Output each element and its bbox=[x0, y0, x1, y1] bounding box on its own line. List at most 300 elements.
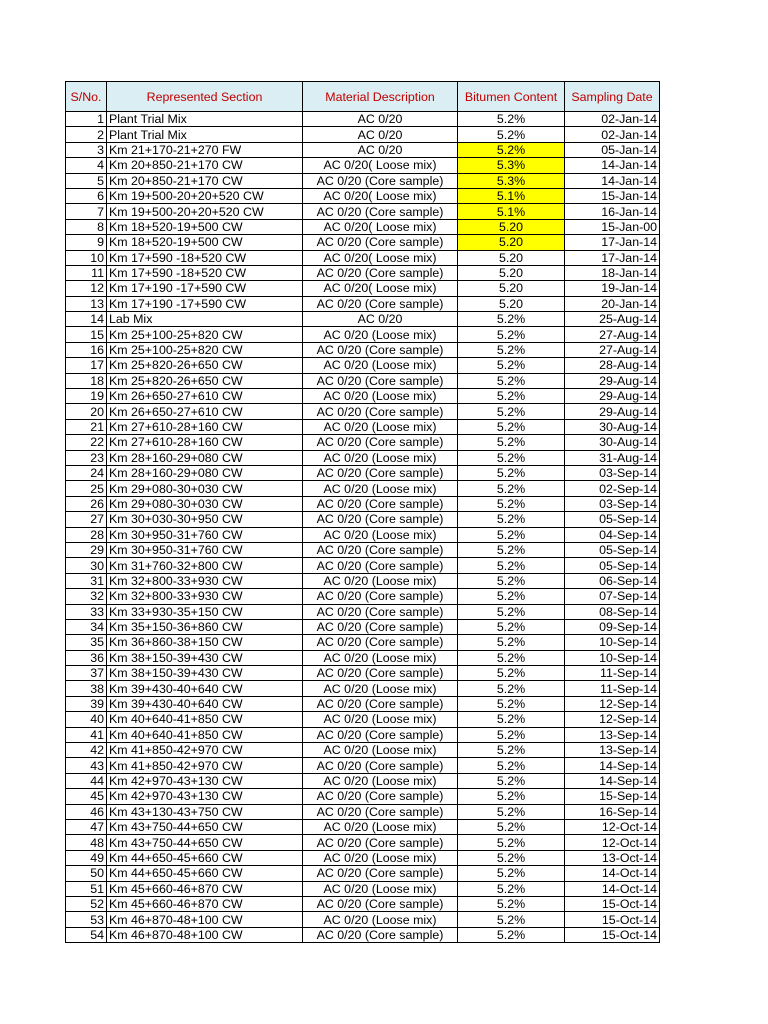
table-row bbox=[66, 465, 660, 480]
cell-represented-section: Km 20+850-21+170 CW bbox=[107, 173, 303, 188]
cell-bitumen-content: 5.2% bbox=[458, 481, 565, 496]
table-row bbox=[66, 188, 660, 203]
cell-sampling-date: 27-Aug-14 bbox=[565, 342, 660, 357]
cell-bitumen-content: 5.20 bbox=[458, 265, 565, 280]
table-row bbox=[66, 866, 660, 881]
cell-material-description: AC 0/20 (Loose mix) bbox=[303, 573, 458, 588]
cell-sampling-date: 13-Sep-14 bbox=[565, 727, 660, 742]
cell-sn: 22 bbox=[66, 435, 107, 450]
cell-sn: 19 bbox=[66, 389, 107, 404]
cell-sn: 3 bbox=[66, 142, 107, 157]
cell-represented-section: Km 45+660-46+870 CW bbox=[107, 896, 303, 911]
cell-material-description: AC 0/20 (Loose mix) bbox=[303, 743, 458, 758]
table-row bbox=[66, 158, 660, 173]
cell-represented-section: Km 40+640-41+850 CW bbox=[107, 712, 303, 727]
cell-sampling-date: 28-Aug-14 bbox=[565, 358, 660, 373]
cell-bitumen-content: 5.2% bbox=[458, 312, 565, 327]
cell-sn: 2 bbox=[66, 127, 107, 142]
table-row bbox=[66, 265, 660, 280]
cell-represented-section: Km 39+430-40+640 CW bbox=[107, 681, 303, 696]
cell-represented-section: Km 17+190 -17+590 CW bbox=[107, 296, 303, 311]
cell-material-description: AC 0/20 (Core sample) bbox=[303, 727, 458, 742]
cell-bitumen-content: 5.3% bbox=[458, 158, 565, 173]
table-row bbox=[66, 142, 660, 157]
cell-sampling-date: 15-Jan-14 bbox=[565, 188, 660, 203]
cell-sampling-date: 09-Sep-14 bbox=[565, 619, 660, 634]
cell-sampling-date: 10-Sep-14 bbox=[565, 650, 660, 665]
cell-sampling-date: 05-Jan-14 bbox=[565, 142, 660, 157]
cell-represented-section: Km 18+520-19+500 CW bbox=[107, 235, 303, 250]
cell-sampling-date: 14-Oct-14 bbox=[565, 881, 660, 896]
header-sampling-date: Sampling Date bbox=[565, 82, 660, 112]
table-row bbox=[66, 681, 660, 696]
cell-represented-section: Km 30+950-31+760 CW bbox=[107, 542, 303, 557]
cell-represented-section: Km 26+650-27+610 CW bbox=[107, 389, 303, 404]
cell-material-description: AC 0/20 (Core sample) bbox=[303, 235, 458, 250]
cell-bitumen-content: 5.20 bbox=[458, 235, 565, 250]
cell-material-description: AC 0/20 (Core sample) bbox=[303, 804, 458, 819]
cell-represented-section: Plant Trial Mix bbox=[107, 112, 303, 127]
table-row bbox=[66, 789, 660, 804]
cell-represented-section: Km 44+650-45+660 CW bbox=[107, 850, 303, 865]
cell-material-description: AC 0/20 (Loose mix) bbox=[303, 358, 458, 373]
cell-bitumen-content: 5.2% bbox=[458, 419, 565, 434]
cell-represented-section: Km 29+080-30+030 CW bbox=[107, 496, 303, 511]
cell-bitumen-content: 5.2% bbox=[458, 819, 565, 834]
cell-sn: 28 bbox=[66, 527, 107, 542]
cell-sn: 1 bbox=[66, 112, 107, 127]
cell-material-description: AC 0/20 (Core sample) bbox=[303, 866, 458, 881]
cell-sn: 29 bbox=[66, 542, 107, 557]
cell-sn: 38 bbox=[66, 681, 107, 696]
cell-sn: 6 bbox=[66, 188, 107, 203]
cell-represented-section: Km 17+590 -18+520 CW bbox=[107, 250, 303, 265]
cell-bitumen-content: 5.2% bbox=[458, 465, 565, 480]
cell-material-description: AC 0/20 bbox=[303, 112, 458, 127]
cell-represented-section: Km 41+850-42+970 CW bbox=[107, 758, 303, 773]
cell-sampling-date: 11-Sep-14 bbox=[565, 681, 660, 696]
cell-sn: 41 bbox=[66, 727, 107, 742]
table-row bbox=[66, 835, 660, 850]
table-row bbox=[66, 358, 660, 373]
cell-represented-section: Km 36+860-38+150 CW bbox=[107, 635, 303, 650]
cell-sampling-date: 29-Aug-14 bbox=[565, 404, 660, 419]
cell-bitumen-content: 5.2% bbox=[458, 112, 565, 127]
table-row bbox=[66, 204, 660, 219]
cell-material-description: AC 0/20 (Core sample) bbox=[303, 542, 458, 557]
cell-represented-section: Km 32+800-33+930 CW bbox=[107, 589, 303, 604]
cell-material-description: AC 0/20 (Loose mix) bbox=[303, 773, 458, 788]
cell-bitumen-content: 5.2% bbox=[458, 558, 565, 573]
cell-sampling-date: 12-Sep-14 bbox=[565, 696, 660, 711]
cell-bitumen-content: 5.2% bbox=[458, 927, 565, 942]
cell-sampling-date: 08-Sep-14 bbox=[565, 604, 660, 619]
header-material-description: Material Description bbox=[303, 82, 458, 112]
table-row bbox=[66, 896, 660, 911]
header-bitumen-content: Bitumen Content bbox=[458, 82, 565, 112]
cell-material-description: AC 0/20 bbox=[303, 312, 458, 327]
cell-sn: 47 bbox=[66, 819, 107, 834]
cell-sampling-date: 14-Sep-14 bbox=[565, 773, 660, 788]
cell-represented-section: Km 25+820-26+650 CW bbox=[107, 373, 303, 388]
cell-represented-section: Km 46+870-48+100 CW bbox=[107, 912, 303, 927]
cell-bitumen-content: 5.2% bbox=[458, 542, 565, 557]
cell-bitumen-content: 5.2% bbox=[458, 881, 565, 896]
table-row bbox=[66, 542, 660, 557]
cell-material-description: AC 0/20 (Core sample) bbox=[303, 373, 458, 388]
cell-sn: 21 bbox=[66, 419, 107, 434]
cell-represented-section: Km 19+500-20+20+520 CW bbox=[107, 188, 303, 203]
table-row bbox=[66, 773, 660, 788]
cell-material-description: AC 0/20 (Core sample) bbox=[303, 619, 458, 634]
table-row bbox=[66, 927, 660, 942]
cell-sampling-date: 05-Sep-14 bbox=[565, 558, 660, 573]
cell-bitumen-content: 5.2% bbox=[458, 142, 565, 157]
cell-sampling-date: 19-Jan-14 bbox=[565, 281, 660, 296]
table-row bbox=[66, 743, 660, 758]
table-row bbox=[66, 373, 660, 388]
table-row bbox=[66, 819, 660, 834]
cell-material-description: AC 0/20 (Core sample) bbox=[303, 496, 458, 511]
cell-sn: 7 bbox=[66, 204, 107, 219]
bitumen-content-table bbox=[65, 81, 660, 943]
cell-sn: 36 bbox=[66, 650, 107, 665]
table-row bbox=[66, 496, 660, 511]
table-row bbox=[66, 635, 660, 650]
table-row bbox=[66, 589, 660, 604]
cell-bitumen-content: 5.2% bbox=[458, 773, 565, 788]
cell-bitumen-content: 5.2% bbox=[458, 835, 565, 850]
table-row bbox=[66, 512, 660, 527]
cell-sn: 25 bbox=[66, 481, 107, 496]
cell-bitumen-content: 5.3% bbox=[458, 173, 565, 188]
table-row bbox=[66, 604, 660, 619]
cell-material-description: AC 0/20 (Loose mix) bbox=[303, 527, 458, 542]
cell-sn: 53 bbox=[66, 912, 107, 927]
cell-represented-section: Km 35+150-36+860 CW bbox=[107, 619, 303, 634]
cell-bitumen-content: 5.2% bbox=[458, 743, 565, 758]
cell-sampling-date: 15-Jan-00 bbox=[565, 219, 660, 234]
cell-material-description: AC 0/20 (Core sample) bbox=[303, 173, 458, 188]
cell-sn: 8 bbox=[66, 219, 107, 234]
table-row bbox=[66, 712, 660, 727]
table-row bbox=[66, 573, 660, 588]
cell-represented-section: Km 28+160-29+080 CW bbox=[107, 450, 303, 465]
cell-sampling-date: 14-Jan-14 bbox=[565, 158, 660, 173]
cell-material-description: AC 0/20 (Loose mix) bbox=[303, 650, 458, 665]
cell-represented-section: Km 43+750-44+650 CW bbox=[107, 819, 303, 834]
cell-represented-section: Km 29+080-30+030 CW bbox=[107, 481, 303, 496]
cell-represented-section: Km 21+170-21+270 FW bbox=[107, 142, 303, 157]
table-row bbox=[66, 481, 660, 496]
cell-sampling-date: 06-Sep-14 bbox=[565, 573, 660, 588]
cell-material-description: AC 0/20 (Core sample) bbox=[303, 696, 458, 711]
cell-sampling-date: 15-Sep-14 bbox=[565, 789, 660, 804]
cell-sampling-date: 25-Aug-14 bbox=[565, 312, 660, 327]
cell-represented-section: Km 46+870-48+100 CW bbox=[107, 927, 303, 942]
cell-sampling-date: 07-Sep-14 bbox=[565, 589, 660, 604]
cell-represented-section: Km 38+150-39+430 CW bbox=[107, 666, 303, 681]
cell-sn: 24 bbox=[66, 465, 107, 480]
cell-material-description: AC 0/20 (Core sample) bbox=[303, 265, 458, 280]
cell-represented-section: Km 32+800-33+930 CW bbox=[107, 573, 303, 588]
cell-bitumen-content: 5.2% bbox=[458, 804, 565, 819]
cell-sampling-date: 02-Sep-14 bbox=[565, 481, 660, 496]
cell-sampling-date: 12-Oct-14 bbox=[565, 819, 660, 834]
cell-bitumen-content: 5.20 bbox=[458, 296, 565, 311]
cell-material-description: AC 0/20 (Loose mix) bbox=[303, 819, 458, 834]
table-row bbox=[66, 666, 660, 681]
cell-represented-section: Km 26+650-27+610 CW bbox=[107, 404, 303, 419]
header-sn: S/No. bbox=[66, 82, 107, 112]
cell-sampling-date: 10-Sep-14 bbox=[565, 635, 660, 650]
cell-material-description: AC 0/20 (Loose mix) bbox=[303, 850, 458, 865]
table-row bbox=[66, 404, 660, 419]
cell-represented-section: Km 45+660-46+870 CW bbox=[107, 881, 303, 896]
cell-sn: 45 bbox=[66, 789, 107, 804]
cell-bitumen-content: 5.2% bbox=[458, 727, 565, 742]
cell-sn: 39 bbox=[66, 696, 107, 711]
cell-sampling-date: 15-Oct-14 bbox=[565, 927, 660, 942]
cell-sn: 42 bbox=[66, 743, 107, 758]
cell-sampling-date: 16-Jan-14 bbox=[565, 204, 660, 219]
cell-sn: 31 bbox=[66, 573, 107, 588]
cell-sampling-date: 16-Sep-14 bbox=[565, 804, 660, 819]
cell-bitumen-content: 5.20 bbox=[458, 250, 565, 265]
cell-sampling-date: 11-Sep-14 bbox=[565, 666, 660, 681]
cell-bitumen-content: 5.2% bbox=[458, 712, 565, 727]
cell-bitumen-content: 5.2% bbox=[458, 589, 565, 604]
cell-sn: 44 bbox=[66, 773, 107, 788]
cell-represented-section: Km 28+160-29+080 CW bbox=[107, 465, 303, 480]
cell-represented-section: Km 25+820-26+650 CW bbox=[107, 358, 303, 373]
cell-bitumen-content: 5.20 bbox=[458, 219, 565, 234]
cell-bitumen-content: 5.2% bbox=[458, 681, 565, 696]
cell-bitumen-content: 5.2% bbox=[458, 896, 565, 911]
table-row bbox=[66, 342, 660, 357]
cell-material-description: AC 0/20 (Loose mix) bbox=[303, 389, 458, 404]
cell-material-description: AC 0/20 (Core sample) bbox=[303, 296, 458, 311]
cell-sn: 9 bbox=[66, 235, 107, 250]
cell-bitumen-content: 5.2% bbox=[458, 619, 565, 634]
cell-sn: 15 bbox=[66, 327, 107, 342]
cell-material-description: AC 0/20( Loose mix) bbox=[303, 188, 458, 203]
cell-sampling-date: 03-Sep-14 bbox=[565, 496, 660, 511]
cell-represented-section: Km 44+650-45+660 CW bbox=[107, 866, 303, 881]
table-row bbox=[66, 281, 660, 296]
table-row bbox=[66, 173, 660, 188]
cell-sn: 10 bbox=[66, 250, 107, 265]
cell-sn: 43 bbox=[66, 758, 107, 773]
cell-material-description: AC 0/20 (Core sample) bbox=[303, 465, 458, 480]
cell-material-description: AC 0/20 (Core sample) bbox=[303, 758, 458, 773]
cell-sn: 30 bbox=[66, 558, 107, 573]
cell-represented-section: Km 39+430-40+640 CW bbox=[107, 696, 303, 711]
cell-sn: 40 bbox=[66, 712, 107, 727]
cell-bitumen-content: 5.2% bbox=[458, 666, 565, 681]
cell-represented-section: Km 19+500-20+20+520 CW bbox=[107, 204, 303, 219]
cell-sampling-date: 27-Aug-14 bbox=[565, 327, 660, 342]
cell-sn: 46 bbox=[66, 804, 107, 819]
cell-sampling-date: 15-Oct-14 bbox=[565, 896, 660, 911]
cell-sn: 17 bbox=[66, 358, 107, 373]
cell-material-description: AC 0/20 (Core sample) bbox=[303, 589, 458, 604]
cell-material-description: AC 0/20 (Core sample) bbox=[303, 204, 458, 219]
cell-sn: 34 bbox=[66, 619, 107, 634]
cell-represented-section: Plant Trial Mix bbox=[107, 127, 303, 142]
cell-sn: 49 bbox=[66, 850, 107, 865]
table-row bbox=[66, 558, 660, 573]
cell-bitumen-content: 5.2% bbox=[458, 435, 565, 450]
cell-represented-section: Km 42+970-43+130 CW bbox=[107, 789, 303, 804]
cell-sn: 35 bbox=[66, 635, 107, 650]
cell-material-description: AC 0/20 (Core sample) bbox=[303, 558, 458, 573]
cell-sampling-date: 30-Aug-14 bbox=[565, 435, 660, 450]
cell-bitumen-content: 5.2% bbox=[458, 327, 565, 342]
cell-material-description: AC 0/20 (Core sample) bbox=[303, 635, 458, 650]
cell-material-description: AC 0/20 bbox=[303, 127, 458, 142]
cell-sn: 12 bbox=[66, 281, 107, 296]
cell-material-description: AC 0/20 (Loose mix) bbox=[303, 681, 458, 696]
table-row bbox=[66, 235, 660, 250]
cell-bitumen-content: 5.1% bbox=[458, 204, 565, 219]
table-row bbox=[66, 804, 660, 819]
cell-represented-section: Km 40+640-41+850 CW bbox=[107, 727, 303, 742]
cell-represented-section: Km 30+030-30+950 CW bbox=[107, 512, 303, 527]
cell-sampling-date: 14-Oct-14 bbox=[565, 866, 660, 881]
cell-sampling-date: 05-Sep-14 bbox=[565, 512, 660, 527]
cell-represented-section: Km 27+610-28+160 CW bbox=[107, 419, 303, 434]
cell-sampling-date: 15-Oct-14 bbox=[565, 912, 660, 927]
cell-sampling-date: 12-Oct-14 bbox=[565, 835, 660, 850]
cell-sampling-date: 17-Jan-14 bbox=[565, 250, 660, 265]
cell-sn: 20 bbox=[66, 404, 107, 419]
cell-represented-section: Km 31+760-32+800 CW bbox=[107, 558, 303, 573]
table-row bbox=[66, 127, 660, 142]
table-row bbox=[66, 250, 660, 265]
cell-bitumen-content: 5.20 bbox=[458, 281, 565, 296]
cell-material-description: AC 0/20( Loose mix) bbox=[303, 219, 458, 234]
table-row bbox=[66, 219, 660, 234]
cell-sn: 37 bbox=[66, 666, 107, 681]
cell-represented-section: Km 41+850-42+970 CW bbox=[107, 743, 303, 758]
table-row bbox=[66, 450, 660, 465]
cell-bitumen-content: 5.2% bbox=[458, 650, 565, 665]
cell-sampling-date: 02-Jan-14 bbox=[565, 127, 660, 142]
cell-material-description: AC 0/20( Loose mix) bbox=[303, 250, 458, 265]
cell-material-description: AC 0/20 (Core sample) bbox=[303, 435, 458, 450]
header-represented-section: Represented Section bbox=[107, 82, 303, 112]
cell-sn: 26 bbox=[66, 496, 107, 511]
table-row bbox=[66, 758, 660, 773]
cell-material-description: AC 0/20 (Core sample) bbox=[303, 835, 458, 850]
table-row bbox=[66, 389, 660, 404]
cell-represented-section: Km 18+520-19+500 CW bbox=[107, 219, 303, 234]
cell-material-description: AC 0/20 (Core sample) bbox=[303, 666, 458, 681]
cell-bitumen-content: 5.2% bbox=[458, 758, 565, 773]
table-row bbox=[66, 312, 660, 327]
cell-bitumen-content: 5.2% bbox=[458, 450, 565, 465]
cell-material-description: AC 0/20( Loose mix) bbox=[303, 281, 458, 296]
cell-bitumen-content: 5.2% bbox=[458, 696, 565, 711]
cell-sampling-date: 29-Aug-14 bbox=[565, 389, 660, 404]
cell-represented-section: Km 33+930-35+150 CW bbox=[107, 604, 303, 619]
cell-sn: 16 bbox=[66, 342, 107, 357]
cell-sn: 32 bbox=[66, 589, 107, 604]
cell-material-description: AC 0/20 bbox=[303, 142, 458, 157]
table-row bbox=[66, 112, 660, 127]
cell-sn: 5 bbox=[66, 173, 107, 188]
cell-bitumen-content: 5.1% bbox=[458, 188, 565, 203]
header-row bbox=[66, 82, 660, 112]
table-row bbox=[66, 419, 660, 434]
cell-material-description: AC 0/20 (Loose mix) bbox=[303, 327, 458, 342]
cell-sampling-date: 18-Jan-14 bbox=[565, 265, 660, 280]
cell-material-description: AC 0/20 (Core sample) bbox=[303, 404, 458, 419]
cell-sn: 18 bbox=[66, 373, 107, 388]
cell-sn: 52 bbox=[66, 896, 107, 911]
cell-sampling-date: 20-Jan-14 bbox=[565, 296, 660, 311]
cell-material-description: AC 0/20 (Loose mix) bbox=[303, 712, 458, 727]
cell-sampling-date: 31-Aug-14 bbox=[565, 450, 660, 465]
cell-bitumen-content: 5.2% bbox=[458, 912, 565, 927]
cell-sampling-date: 03-Sep-14 bbox=[565, 465, 660, 480]
cell-represented-section: Km 20+850-21+170 CW bbox=[107, 158, 303, 173]
cell-material-description: AC 0/20 (Loose mix) bbox=[303, 481, 458, 496]
cell-represented-section: Km 30+950-31+760 CW bbox=[107, 527, 303, 542]
cell-bitumen-content: 5.2% bbox=[458, 512, 565, 527]
cell-represented-section: Km 43+750-44+650 CW bbox=[107, 835, 303, 850]
cell-material-description: AC 0/20 (Core sample) bbox=[303, 604, 458, 619]
table-row bbox=[66, 650, 660, 665]
cell-bitumen-content: 5.2% bbox=[458, 635, 565, 650]
cell-sampling-date: 13-Oct-14 bbox=[565, 850, 660, 865]
cell-bitumen-content: 5.2% bbox=[458, 496, 565, 511]
cell-sn: 51 bbox=[66, 881, 107, 896]
cell-sn: 54 bbox=[66, 927, 107, 942]
cell-bitumen-content: 5.2% bbox=[458, 866, 565, 881]
cell-bitumen-content: 5.2% bbox=[458, 850, 565, 865]
cell-material-description: AC 0/20( Loose mix) bbox=[303, 158, 458, 173]
cell-bitumen-content: 5.2% bbox=[458, 358, 565, 373]
cell-sn: 33 bbox=[66, 604, 107, 619]
cell-sampling-date: 14-Sep-14 bbox=[565, 758, 660, 773]
table-row bbox=[66, 527, 660, 542]
cell-represented-section: Km 43+130-43+750 CW bbox=[107, 804, 303, 819]
cell-material-description: AC 0/20 (Loose mix) bbox=[303, 912, 458, 927]
cell-material-description: AC 0/20 (Loose mix) bbox=[303, 450, 458, 465]
cell-represented-section: Km 17+590 -18+520 CW bbox=[107, 265, 303, 280]
cell-sn: 50 bbox=[66, 866, 107, 881]
cell-sampling-date: 02-Jan-14 bbox=[565, 112, 660, 127]
cell-material-description: AC 0/20 (Core sample) bbox=[303, 342, 458, 357]
table-row bbox=[66, 435, 660, 450]
table-row bbox=[66, 696, 660, 711]
cell-sampling-date: 13-Sep-14 bbox=[565, 743, 660, 758]
cell-sn: 48 bbox=[66, 835, 107, 850]
cell-material-description: AC 0/20 (Loose mix) bbox=[303, 419, 458, 434]
cell-sampling-date: 29-Aug-14 bbox=[565, 373, 660, 388]
cell-material-description: AC 0/20 (Loose mix) bbox=[303, 881, 458, 896]
cell-sampling-date: 05-Sep-14 bbox=[565, 542, 660, 557]
cell-represented-section: Km 27+610-28+160 CW bbox=[107, 435, 303, 450]
cell-sn: 11 bbox=[66, 265, 107, 280]
table-row bbox=[66, 850, 660, 865]
cell-sn: 14 bbox=[66, 312, 107, 327]
cell-material-description: AC 0/20 (Core sample) bbox=[303, 789, 458, 804]
cell-sampling-date: 30-Aug-14 bbox=[565, 419, 660, 434]
cell-bitumen-content: 5.2% bbox=[458, 573, 565, 588]
